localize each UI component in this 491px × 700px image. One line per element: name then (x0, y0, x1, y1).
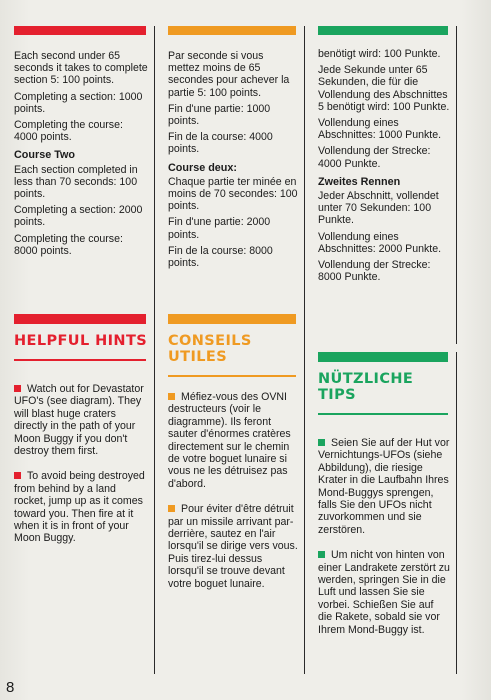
hints-title-line: CONSEILS (168, 333, 252, 349)
hint-item (168, 503, 298, 590)
hint-text: Pour éviter d'être détruit par un missile arrivant par-derrière, sautez en l'air lorsqu'il se dirige vers vous. Puis tirez-lui dessus lorsqu'il se trouve devant votre boguet lunaire. (168, 503, 298, 590)
square-bullet-icon (14, 385, 21, 392)
square-bullet-icon (168, 393, 175, 400)
german-hints-section (318, 352, 457, 674)
green-header-bar (318, 26, 448, 35)
german-scoring-column (318, 26, 457, 344)
scoring-item: Completing the course: 8000 points. (14, 232, 123, 257)
hint-text: Seien Sie auf der Hut vor Vernichtungs-UFOs (siehe Abbildung), die riesige Krater in die Laufbahn Ihres Mond-Buggys sprengen, falls Sie den UFOs nicht zuvorkommen und sie zerstören. (318, 437, 450, 536)
scoring-item: Vollendung der Strecke: 4000 Punkte. (318, 145, 431, 170)
scoring-item: Fin de la course: 8000 points. (168, 244, 273, 270)
scoring-item: Vollendung der Strecke: 8000 Punkte. (318, 259, 431, 284)
orange-header-bar (168, 26, 296, 35)
scoring-item: Chaque partie ter minée en moins de 70 secondes: 100 points. (168, 175, 298, 213)
scoring-item: benötigt wird: 100 Punkte. (318, 48, 441, 60)
hint-item (14, 470, 148, 544)
hint-text: Méfiez-vous des OVNI destructeurs (voir le diagramme). Ils feront sauter d'énormes cratères directement sur le chemin de votre boguet lunaire si vous ne les détruisez pas d'abord. (168, 391, 291, 490)
hint-item (318, 549, 450, 636)
scoring-item: Jeder Abschnitt, vollendet unter 70 Sekunden: 100 Punkte. (318, 190, 439, 227)
hints-title (168, 333, 304, 365)
english-hints-section (14, 314, 155, 674)
french-scoring-column (168, 26, 305, 344)
scoring-item: Each second under 65 seconds it takes to complete section 5: 100 points. (14, 50, 148, 87)
hint-item (318, 437, 450, 536)
square-bullet-icon (14, 472, 21, 479)
square-bullet-icon (318, 551, 325, 558)
orange-section-bar (168, 314, 296, 324)
scoring-item: Fin de la course: 4000 points. (168, 131, 273, 156)
scoring-item: Each section completed in less than 70 seconds: 100 points. (14, 163, 138, 201)
scoring-item: Completing the course: 4000 points. (14, 119, 123, 144)
scoring-item: Completing a section: 2000 points. (14, 204, 143, 229)
english-scoring-column (14, 26, 155, 344)
red-header-bar (14, 26, 146, 35)
hint-item (168, 391, 298, 490)
scoring-item: Vollendung eines Abschnittes: 2000 Punkte. (318, 230, 442, 255)
square-bullet-icon (318, 439, 325, 446)
scoring-item: Fin d'une partie: 2000 points. (168, 216, 271, 241)
course-two-heading: Course Two (14, 149, 75, 162)
scoring-item: Fin d'une partie: 1000 points. (168, 102, 271, 128)
square-bullet-icon (168, 505, 175, 512)
course-two-heading: Zweites Rennen (318, 175, 401, 188)
hints-title: HELPFUL HINTS (14, 333, 148, 349)
hint-text: Watch out for Devastator UFO's (see diagram). They will blast huge craters directly in the path of your Moon Buggy if you don't destroy them first. (14, 383, 144, 458)
hints-title-line: UTILES (168, 349, 228, 365)
hints-title: NÜTZLICHE TIPS (318, 371, 414, 403)
page-number: 8 (6, 679, 15, 696)
hint-item (14, 383, 148, 457)
red-section-bar (14, 314, 146, 324)
red-divider (14, 359, 146, 361)
hint-text: To avoid being destroyed from behind by a land rocket, jump up as it comes toward you. Then fire at it when it is in front of your Moon Buggy. (14, 470, 145, 545)
french-hints-section (168, 314, 305, 674)
scoring-item: Jede Sekunde unter 65 Sekunden, die für die Vollendung des Abschnittes 5 benötigt wird: 100 Punkte. (318, 64, 450, 113)
scoring-item: Vollendung eines Abschnittes: 1000 Punkte. (318, 117, 442, 142)
hint-text: Um nicht von hinten von einer Landrakete zerstört zu werden, springen Sie in die Luft und lassen Sie sie vorbei. Schießen Sie auf die Rakete, sobald sie vor Ihrem Mond-Buggy ist. (318, 549, 450, 636)
green-section-bar (318, 352, 448, 362)
course-two-heading: Course deux: (168, 161, 237, 174)
scoring-item: Completing a section: 1000 points. (14, 90, 143, 115)
green-divider (318, 413, 448, 415)
orange-divider (168, 375, 296, 377)
scoring-item: Par seconde si vous mettez moins de 65 secondes pour achever la partie 5: 100 points. (168, 50, 290, 99)
